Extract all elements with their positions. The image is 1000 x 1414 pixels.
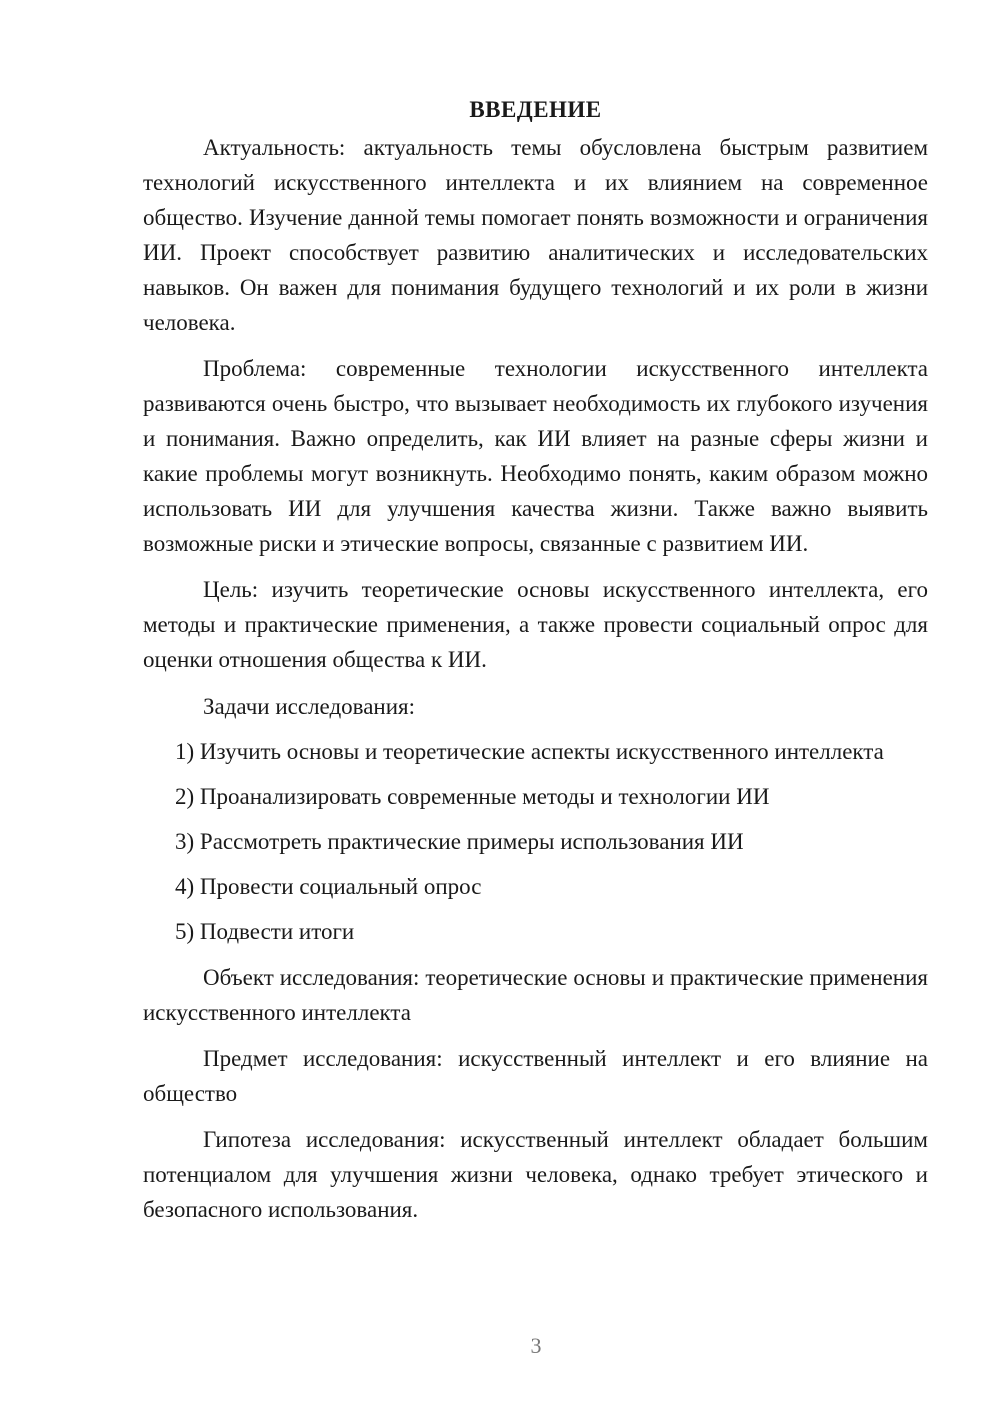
subject-paragraph: Предмет исследования: искусственный интеллект и его влияние на общество	[143, 1046, 928, 1106]
list-item: 5) Подвести итоги	[175, 919, 355, 944]
tasks-list	[143, 734, 928, 949]
list-item: 4) Провести социальный опрос	[175, 874, 482, 899]
problem-paragraph: Проблема: современные технологии искусственного интеллекта развиваются очень быстро, что вызывает необходимость их глубокого изучения и понимания. Важно определить, как ИИ влияет на разные сферы жизни и какие проблемы могут возникнуть. Необходимо понять, каким образом можно использовать ИИ для улучшения качества жизни. Также важно выявить возможные риски и этические вопросы, связанные с развитием ИИ.	[143, 356, 928, 556]
goal-paragraph: Цель: изучить теоретические основы искусственного интеллекта, его методы и практические применения, а также провести социальный опрос для оценки отношения общества к ИИ.	[143, 577, 928, 672]
tasks-heading: Задачи исследования:	[203, 694, 416, 719]
relevance-paragraph: Актуальность: актуальность темы обусловлена быстрым развитием технологий искусственного интеллекта и их влиянием на современное общество. Изучение данной темы помогает понять возможности и ограничения ИИ. Проект способствует развитию аналитических и исследовательских навыков. Он важен для понимания будущего технологий и их роли в жизни человека.	[143, 135, 928, 335]
page-number: 3	[530, 1333, 542, 1358]
hypothesis-paragraph: Гипотеза исследования: искусственный интеллект обладает большим потенциалом для улучшения жизни человека, однако требует этического и безопасного использования.	[143, 1127, 928, 1222]
list-item: 3) Рассмотреть практические примеры использования ИИ	[175, 829, 744, 854]
list-item: 1) Изучить основы и теоретические аспекты искусственного интеллекта	[175, 739, 884, 764]
document-page	[143, 90, 928, 1227]
page-title: ВВЕДЕНИЕ	[469, 97, 602, 122]
object-paragraph: Объект исследования: теоретические основы и практические применения искусственного интеллекта	[143, 965, 928, 1025]
list-item: 2) Проанализировать современные методы и технологии ИИ	[175, 784, 770, 809]
